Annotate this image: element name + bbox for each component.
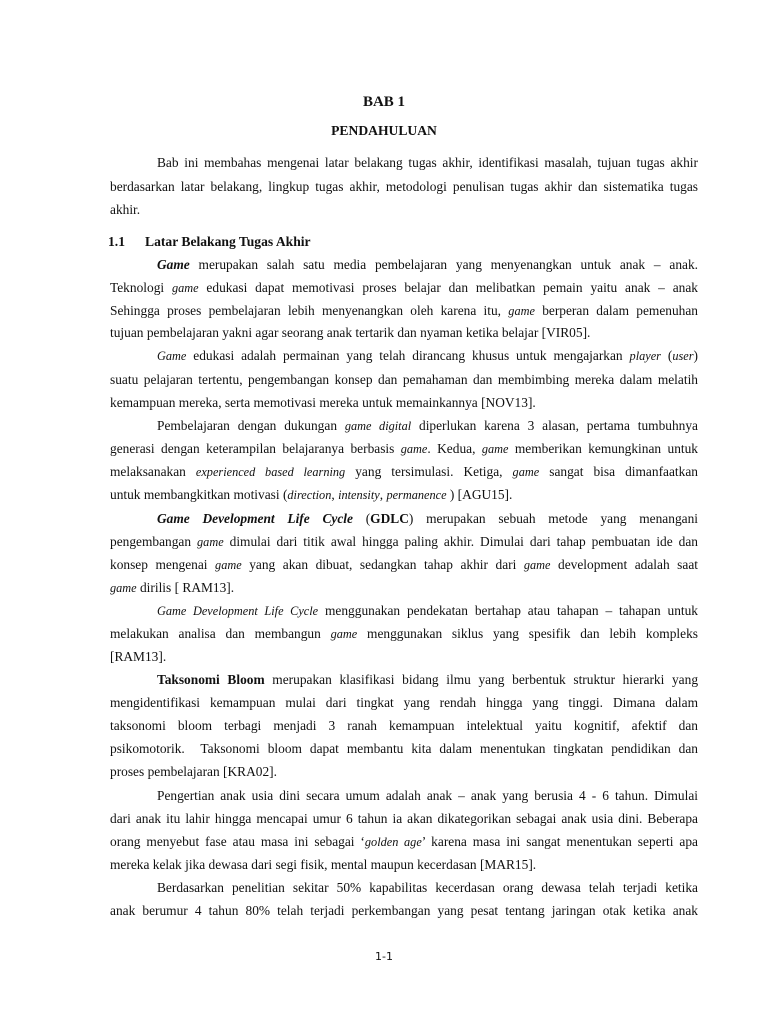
body-line: Pengertian anak usia dini secara umum adalah anak – anak yang berusia 4 - 6 tahun. Dimulai [157, 788, 698, 803]
body-line: Taksonomi Bloom merupakan klasifikasi bidang ilmu yang berbentuk struktur hierarki yang [157, 672, 699, 687]
intro-line-3: akhir. [110, 202, 141, 217]
page-number: 1-1 [375, 950, 393, 963]
body-line: suatu pelajaran tertentu, pengembangan konsep dan pemahaman dan membimbing mereka dalam melatih [110, 372, 698, 387]
body-line: mereka kelak jika dewasa dari segi fisik, mental maupun kecerdasan [MAR15]. [110, 857, 537, 872]
body-line: game dirilis [ RAM13]. [110, 580, 235, 595]
intro-line-1: Bab ini membahas mengenai latar belakang tugas akhir, identifikasi masalah, tujuan tugas akhir [157, 155, 698, 170]
body-line: Game Development Life Cycle (GDLC) merupakan sebuah metode yang menangani [157, 511, 698, 526]
body-line: [RAM13]. [110, 649, 167, 664]
body-line: melaksanakan experienced based learning yang tersimulasi. Ketiga, game sangat bisa dimanfaatkan [110, 464, 698, 479]
body-line: psikomotorik. Taksonomi bloom dapat membantu kita dalam menentukan tingkatan pendidikan dan [110, 741, 698, 756]
section-title: Latar Belakang Tugas Akhir [145, 234, 311, 249]
body-line: tujuan pembelajaran yakni agar seorang anak tertarik dan nyaman ketika belajar [VIR05]. [110, 325, 591, 340]
section-number: 1.1 [108, 234, 125, 249]
body-line: konsep mengenai game yang akan dibuat, sedangkan tahap akhir dari game development adalah saat [110, 557, 698, 572]
body-line: proses pembelajaran [KRA02]. [110, 764, 277, 779]
body-line: dari anak itu lahir hingga mencapai umur 6 tahun ia akan dikategorikan sebagai anak usia dini. Beberapa [110, 811, 698, 826]
body-line: Berdasarkan penelitian sekitar 50% kapabilitas kecerdasan orang dewasa telah terjadi ketika [157, 880, 698, 895]
body-line: kemampuan mereka, serta memotivasi mereka untuk memainkannya [NOV13]. [110, 395, 536, 410]
body-line: taksonomi bloom terbagi menjadi 3 ranah kemampuan intelektual yaitu kognitif, afektif dan [110, 718, 698, 733]
body-line: melakukan analisa dan membangun game menggunakan siklus yang spesifik dan lebih kompleks [110, 626, 698, 641]
section-heading [0, 234, 768, 252]
body-line: Game Development Life Cycle menggunakan pendekatan bertahap atau tahapan – tahapan untuk [157, 603, 698, 618]
body-line: Sehingga proses pembelajaran lebih menyenangkan oleh karena itu, game berperan dalam pemenuhan [110, 303, 698, 318]
body-line: mengidentifikasi kemampuan mulai dari tingkat yang rendah hingga yang tinggi. Dimana dalam [110, 695, 698, 710]
body-line: generasi dengan keterampilan belajaranya berbasis game. Kedua, game memberikan kemungkinan untuk [110, 441, 698, 456]
chapter-title: PENDAHULUAN [331, 123, 437, 138]
body-line: orang menyebut fase atau masa ini sebagai ‘golden age’ karena masa ini sangat menentukan seperti apa [110, 834, 698, 849]
body-line: untuk membangkitkan motivasi (direction, intensity, permanence ) [AGU15]. [110, 487, 513, 502]
body-line: anak berumur 4 tahun 80% telah terjadi perkembangan yang pesat tentang jaringan otak ketika anak [110, 903, 698, 918]
intro-line-2: berdasarkan latar belakang, lingkup tugas akhir, metodologi penulisan tugas akhir dan sistematika tugas [110, 179, 698, 194]
chapter-number: BAB 1 [362, 94, 406, 110]
body-line: Teknologi game edukasi dapat memotivasi proses belajar dan melibatkan pemain yaitu anak – anak [110, 280, 698, 295]
body-line: Pembelajaran dengan dukungan game digital diperlukan karena 3 alasan, pertama tumbuhnya [157, 418, 698, 433]
body-line: pengembangan game dimulai dari titik awal hingga paling akhir. Dimulai dari tahap pembuatan ide dan [110, 534, 698, 549]
body-line: Game edukasi adalah permainan yang telah dirancang khusus untuk mengajarkan player (user) [157, 348, 698, 363]
body-line: Game merupakan salah satu media pembelajaran yang menyenangkan untuk anak – anak. [157, 257, 698, 272]
